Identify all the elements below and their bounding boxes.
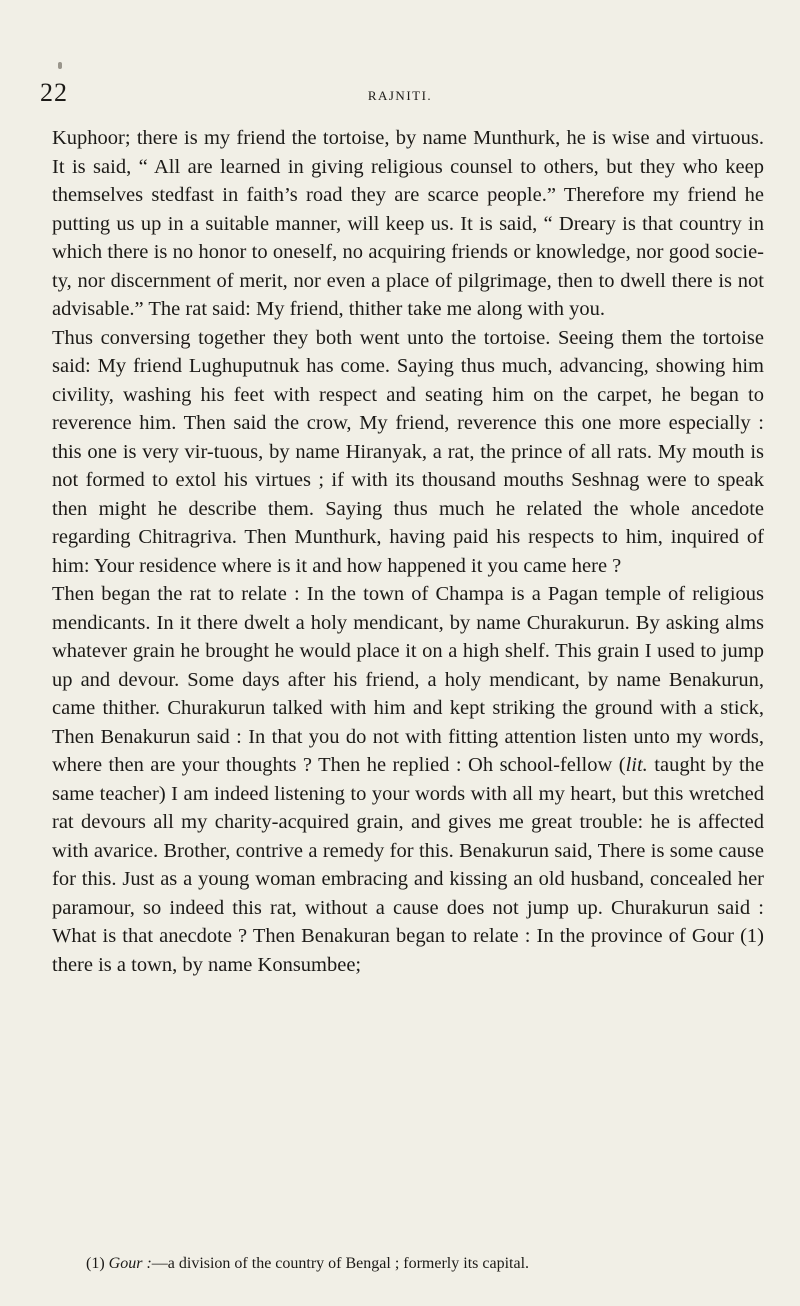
paragraph-text: Then began the rat to relate : In the town of Champa is a Pagan temple of religious mendicants. In it there dwelt a holy mendicant, by name Churakurun. By asking alms whatever grain he brought he would place it on a high shelf. This grain I used to jump up and devour. Some days after his friend, a holy mendicant, by name Benakurun, came thither. Churakurun talked with him and kept striking the ground with a stick, Then Benakurun said : In that you do not with fitting attention listen unto my words, where then are your thoughts ? Then he replied : Oh school-fellow ( (52, 583, 764, 776)
paragraph-text: Thus conversing together they both went unto the tortoise. Seeing them the tortoise said: My friend Lughuputnuk has come. Saying thus much, advancing, showing him civility, washing his feet with respect and seating him on the carpet, he began to reverence him. Then said the crow, My friend, reverence this one more especially : this one is very vir-tuous, by name Hiranyak, a rat, the prince of all rats. My mouth is not formed to extol his virtues ; if with its thousand mouths Seshnag were to speak then might he describe them. Saying thus much he related the whole ancedote regarding Chitragriva. Then Munthurk, having paid his respects to him, inquired of him: Your residence where is it and how happened it you came here ? (52, 326, 764, 577)
paragraph-text: Kuphoor; there is my friend the tortoise, by name Munthurk, he is wise and virtuous. It is said, “ All are learned in giving religious counsel to others, but they who keep themselves stedfast in faith’s road they are scarce people.” Therefore my friend he putting us up in a suitable manner, will keep us. It is said, “ Dreary is that country in which there is no honor to oneself, no acquiring friends or knowledge, nor good socie-ty, nor discernment of merit, nor even a place of pilgrimage, then to dwell there is not advisable.” The rat said: My friend, thither take me along with you. (52, 127, 764, 320)
paragraph (52, 324, 764, 581)
italic-abbreviation: lit. (625, 754, 648, 776)
body-text (52, 124, 764, 979)
footnote-marker: (1) (86, 1255, 105, 1272)
footnote (86, 1254, 776, 1274)
page-smudge-mark (58, 62, 62, 69)
page-number: 22 (40, 78, 68, 107)
footnote-text: —a division of the country of Bengal ; formerly its capital. (151, 1255, 530, 1272)
paragraph (52, 124, 764, 324)
running-head: RAJNITI. (367, 88, 433, 103)
paragraph-text: taught by the same teacher) I am indeed listening to your words with all my heart, but this wretched rat devours all my charity-acquired grain, and gives me great trouble: he is affected with avarice. Brother, contrive a remedy for this. Benakurun said, There is some cause for this. Just as a young woman embracing and kissing an old husband, concealed her paramour, so indeed this rat, without a cause does not jump up. Churakurun said : What is that anecdote ? Then Benakuran began to relate : In the province of Gour (1) there is a town, by name Konsumbee; (52, 754, 764, 976)
paragraph (52, 580, 764, 979)
footnote-term: Gour : (108, 1255, 152, 1272)
